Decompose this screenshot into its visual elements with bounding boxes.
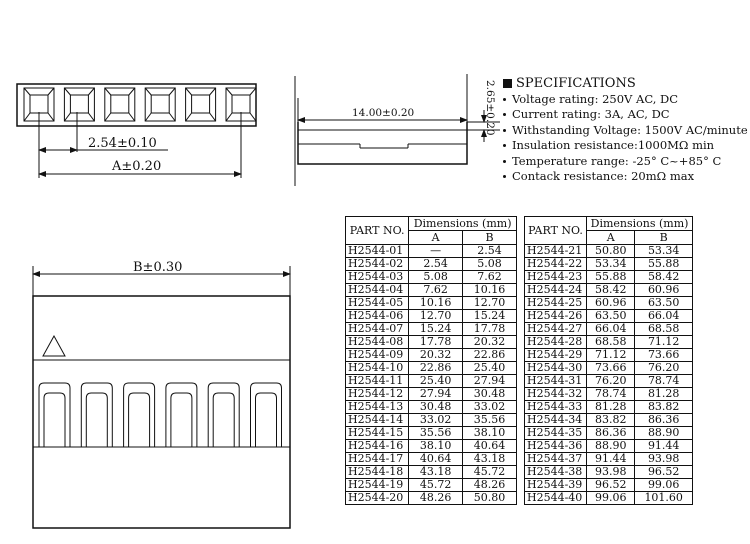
dimension-b-cell: 30.48 [463, 388, 517, 401]
top-view-terminal [105, 88, 135, 121]
dimension-a-cell: 81.28 [587, 401, 635, 414]
part-table-right [524, 216, 693, 505]
header-b: B [463, 231, 517, 245]
spec-item [503, 92, 748, 108]
spec-text: Insulation resistance:1000MΩ min [512, 138, 715, 152]
specifications-heading [503, 76, 748, 92]
dimension-b-cell: 15.24 [463, 310, 517, 323]
dimension-a-cell: — [409, 245, 463, 258]
table-row [525, 492, 693, 505]
table-row [346, 336, 517, 349]
dimension-a-cell: 60.96 [587, 297, 635, 310]
header-a: A [409, 231, 463, 245]
part-number-cell: H2544-20 [346, 492, 409, 505]
dimension-b-cell: 73.66 [635, 349, 693, 362]
table-row [525, 245, 693, 258]
dimension-b-cell: 2.54 [463, 245, 517, 258]
part-number-cell: H2544-21 [525, 245, 587, 258]
top-view-terminal [186, 88, 216, 121]
dimension-a-cell: 96.52 [587, 479, 635, 492]
spec-text: Withstanding Voltage: 1500V AC/minute [512, 122, 748, 137]
dimension-b-cell: 58.42 [635, 271, 693, 284]
table-row [525, 284, 693, 297]
part-number-cell: H2544-36 [525, 440, 587, 453]
dimension-a-cell: 30.48 [409, 401, 463, 414]
part-number-cell: H2544-35 [525, 427, 587, 440]
dimension-a-cell: 33.02 [409, 414, 463, 427]
dimension-a-cell: 93.98 [587, 466, 635, 479]
specifications-title: SPECIFICATIONS [516, 76, 636, 91]
part-number-cell: H2544-18 [346, 466, 409, 479]
part-number-cell: H2544-24 [525, 284, 587, 297]
part-number-cell: H2544-23 [525, 271, 587, 284]
dimension-b-cell: 66.04 [635, 310, 693, 323]
dimension-a-cell: 12.70 [409, 310, 463, 323]
spec-item [503, 169, 748, 185]
dimension-b-cell: 86.36 [635, 414, 693, 427]
dimension-b-cell: 33.02 [463, 401, 517, 414]
dimension-a-cell: 53.34 [587, 258, 635, 271]
dimension-a-cell: 17.78 [409, 336, 463, 349]
a-dimension-label: A±0.20 [112, 159, 162, 174]
dimension-b-cell: 17.78 [463, 323, 517, 336]
dimension-b-cell: 91.44 [635, 440, 693, 453]
part-number-cell: H2544-13 [346, 401, 409, 414]
dimension-b-cell: 101.60 [635, 492, 693, 505]
dimension-a-cell: 50.80 [587, 245, 635, 258]
dimension-a-cell: 2.54 [409, 258, 463, 271]
dimension-b-cell: 53.34 [635, 245, 693, 258]
dimension-b-cell: 68.58 [635, 323, 693, 336]
dimension-b-cell: 5.08 [463, 258, 517, 271]
dimension-a-cell: 22.86 [409, 362, 463, 375]
dimension-a-cell: 91.44 [587, 453, 635, 466]
part-number-cell: H2544-17 [346, 453, 409, 466]
front-view-contact [39, 383, 70, 447]
dimension-b-cell: 50.80 [463, 492, 517, 505]
table-row [346, 492, 517, 505]
front-view-contact [124, 383, 155, 447]
part-number-cell: H2544-34 [525, 414, 587, 427]
dimension-a-cell: 68.58 [587, 336, 635, 349]
dimension-b-cell: 27.94 [463, 375, 517, 388]
part-number-cell: H2544-07 [346, 323, 409, 336]
part-number-cell: H2544-02 [346, 258, 409, 271]
table-row [346, 427, 517, 440]
dimension-b-cell: 88.90 [635, 427, 693, 440]
dimension-a-cell: 83.82 [587, 414, 635, 427]
part-number-cell: H2544-29 [525, 349, 587, 362]
dimension-b-cell: 81.28 [635, 388, 693, 401]
front-view-contact [251, 383, 282, 447]
table-row [525, 258, 693, 271]
part-number-cell: H2544-25 [525, 297, 587, 310]
dimension-b-cell: 10.16 [463, 284, 517, 297]
spec-text: Current rating: 3A, AC, DC [512, 107, 670, 121]
dimension-b-cell: 12.70 [463, 297, 517, 310]
part-number-cell: H2544-28 [525, 336, 587, 349]
table-row [525, 323, 693, 336]
header-b: B [635, 231, 693, 245]
top-view-pins [24, 88, 256, 121]
header-dimensions: Dimensions (mm) [587, 217, 693, 231]
table-row [346, 284, 517, 297]
dimension-b-cell: 25.40 [463, 362, 517, 375]
dimension-a-cell: 99.06 [587, 492, 635, 505]
bullet-icon [503, 144, 506, 147]
b-dimension-label: B±0.30 [133, 260, 183, 275]
dimension-b-cell: 7.62 [463, 271, 517, 284]
dimension-a-cell: 7.62 [409, 284, 463, 297]
dimension-a-cell: 86.36 [587, 427, 635, 440]
table-row [346, 323, 517, 336]
table-row [346, 440, 517, 453]
front-view-pins [39, 383, 282, 447]
table-row [525, 375, 693, 388]
dimension-a-cell: 35.56 [409, 427, 463, 440]
bullet-icon [503, 175, 506, 178]
table-row [346, 349, 517, 362]
dimension-b-cell: 38.10 [463, 427, 517, 440]
spec-text: Voltage rating: 250V AC, DC [512, 91, 679, 106]
specifications-block [503, 76, 748, 185]
dimension-b-cell: 22.86 [463, 349, 517, 362]
part-number-cell: H2544-04 [346, 284, 409, 297]
part-number-cell: H2544-33 [525, 401, 587, 414]
side-height-label: 2.65±0.20 [484, 80, 496, 136]
header-part-no: PART NO. [346, 217, 409, 245]
table-row [525, 479, 693, 492]
dimension-b-cell: 45.72 [463, 466, 517, 479]
part-number-cell: H2544-19 [346, 479, 409, 492]
side-width-label: 14.00±0.20 [352, 107, 415, 119]
table-row [346, 258, 517, 271]
part-number-cell: H2544-30 [525, 362, 587, 375]
dimension-a-cell: 43.18 [409, 466, 463, 479]
table-row [525, 297, 693, 310]
bullet-icon [503, 113, 506, 116]
part-number-cell: H2544-09 [346, 349, 409, 362]
dimension-b-cell: 20.32 [463, 336, 517, 349]
part-number-cell: H2544-31 [525, 375, 587, 388]
part-number-cell: H2544-26 [525, 310, 587, 323]
table-row [525, 414, 693, 427]
table-row [525, 440, 693, 453]
dimension-b-cell: 96.52 [635, 466, 693, 479]
part-number-cell: H2544-01 [346, 245, 409, 258]
dimension-a-cell: 15.24 [409, 323, 463, 336]
side-view-body [298, 122, 467, 164]
table-row [346, 414, 517, 427]
spec-text: Contack resistance: 20mΩ max [512, 169, 695, 183]
part-number-cell: H2544-40 [525, 492, 587, 505]
table-row [346, 388, 517, 401]
square-bullet-icon [503, 79, 512, 88]
dimension-a-cell: 73.66 [587, 362, 635, 375]
part-number-cell: H2544-10 [346, 362, 409, 375]
dimension-b-cell: 93.98 [635, 453, 693, 466]
dimension-a-cell: 78.74 [587, 388, 635, 401]
dimension-a-cell: 5.08 [409, 271, 463, 284]
table-row [346, 362, 517, 375]
bullet-icon [503, 129, 506, 132]
dimension-b-cell: 76.20 [635, 362, 693, 375]
part-number-cell: H2544-11 [346, 375, 409, 388]
table-row [525, 453, 693, 466]
dimension-a-cell: 40.64 [409, 453, 463, 466]
dimension-b-cell: 83.82 [635, 401, 693, 414]
dimension-b-cell: 78.74 [635, 375, 693, 388]
dimension-a-cell: 48.26 [409, 492, 463, 505]
header-a: A [587, 231, 635, 245]
table-row [346, 375, 517, 388]
dimension-a-cell: 88.90 [587, 440, 635, 453]
bullet-icon [503, 160, 506, 163]
table-row [346, 479, 517, 492]
top-view-terminal [145, 88, 175, 121]
part-number-cell: H2544-37 [525, 453, 587, 466]
part-number-cell: H2544-06 [346, 310, 409, 323]
table-row [525, 388, 693, 401]
front-view-contact [166, 383, 197, 447]
part-number-cell: H2544-08 [346, 336, 409, 349]
part-number-cell: H2544-12 [346, 388, 409, 401]
table-row [525, 466, 693, 479]
dimension-a-cell: 63.50 [587, 310, 635, 323]
part-number-cell: H2544-03 [346, 271, 409, 284]
part-number-cell: H2544-32 [525, 388, 587, 401]
dimension-a-cell: 27.94 [409, 388, 463, 401]
dimension-b-cell: 48.26 [463, 479, 517, 492]
dimension-b-cell: 60.96 [635, 284, 693, 297]
part-number-cell: H2544-15 [346, 427, 409, 440]
table-row [525, 427, 693, 440]
dimension-a-cell: 76.20 [587, 375, 635, 388]
dimension-b-cell: 35.56 [463, 414, 517, 427]
table-body [346, 245, 517, 505]
table-row [525, 271, 693, 284]
table-row [346, 401, 517, 414]
table-row [525, 362, 693, 375]
front-view-contact [208, 383, 239, 447]
table-row [525, 310, 693, 323]
table-row [346, 466, 517, 479]
header-part-no: PART NO. [525, 217, 587, 245]
dimension-a-cell: 25.40 [409, 375, 463, 388]
table-row [346, 271, 517, 284]
table-row [525, 401, 693, 414]
part-table-left [345, 216, 517, 505]
spec-item [503, 138, 748, 154]
header-dimensions: Dimensions (mm) [409, 217, 517, 231]
table-row [525, 336, 693, 349]
dimension-a-cell: 55.88 [587, 271, 635, 284]
table-row [346, 453, 517, 466]
spec-item [503, 154, 748, 170]
dimension-a-cell: 71.12 [587, 349, 635, 362]
table-row [346, 245, 517, 258]
spec-text: Temperature range: -25° C~+85° C [512, 153, 722, 168]
dimension-b-cell: 63.50 [635, 297, 693, 310]
part-number-cell: H2544-27 [525, 323, 587, 336]
front-view-body [33, 296, 290, 528]
spec-item [503, 123, 748, 139]
dimension-a-cell: 66.04 [587, 323, 635, 336]
dimension-a-cell: 10.16 [409, 297, 463, 310]
pitch-label: 2.54±0.10 [88, 136, 157, 151]
front-view-contact [81, 383, 112, 447]
dimension-b-cell: 43.18 [463, 453, 517, 466]
table-row [346, 310, 517, 323]
front-view [33, 266, 290, 528]
side-view [295, 74, 500, 186]
part-number-cell: H2544-14 [346, 414, 409, 427]
pin1-triangle-marker [43, 336, 65, 356]
table-body [525, 245, 693, 505]
part-number-cell: H2544-22 [525, 258, 587, 271]
dimension-b-cell: 40.64 [463, 440, 517, 453]
dimension-a-cell: 38.10 [409, 440, 463, 453]
dimension-a-cell: 45.72 [409, 479, 463, 492]
top-view-terminal [64, 88, 94, 121]
spec-item [503, 107, 748, 123]
dimension-a-cell: 20.32 [409, 349, 463, 362]
dimension-b-cell: 71.12 [635, 336, 693, 349]
dimension-b-cell: 99.06 [635, 479, 693, 492]
part-number-cell: H2544-39 [525, 479, 587, 492]
table-row [525, 349, 693, 362]
dimension-b-cell: 55.88 [635, 258, 693, 271]
part-number-cell: H2544-38 [525, 466, 587, 479]
bullet-icon [503, 98, 506, 101]
part-number-cell: H2544-05 [346, 297, 409, 310]
part-number-cell: H2544-16 [346, 440, 409, 453]
dimension-a-cell: 58.42 [587, 284, 635, 297]
table-row [346, 297, 517, 310]
